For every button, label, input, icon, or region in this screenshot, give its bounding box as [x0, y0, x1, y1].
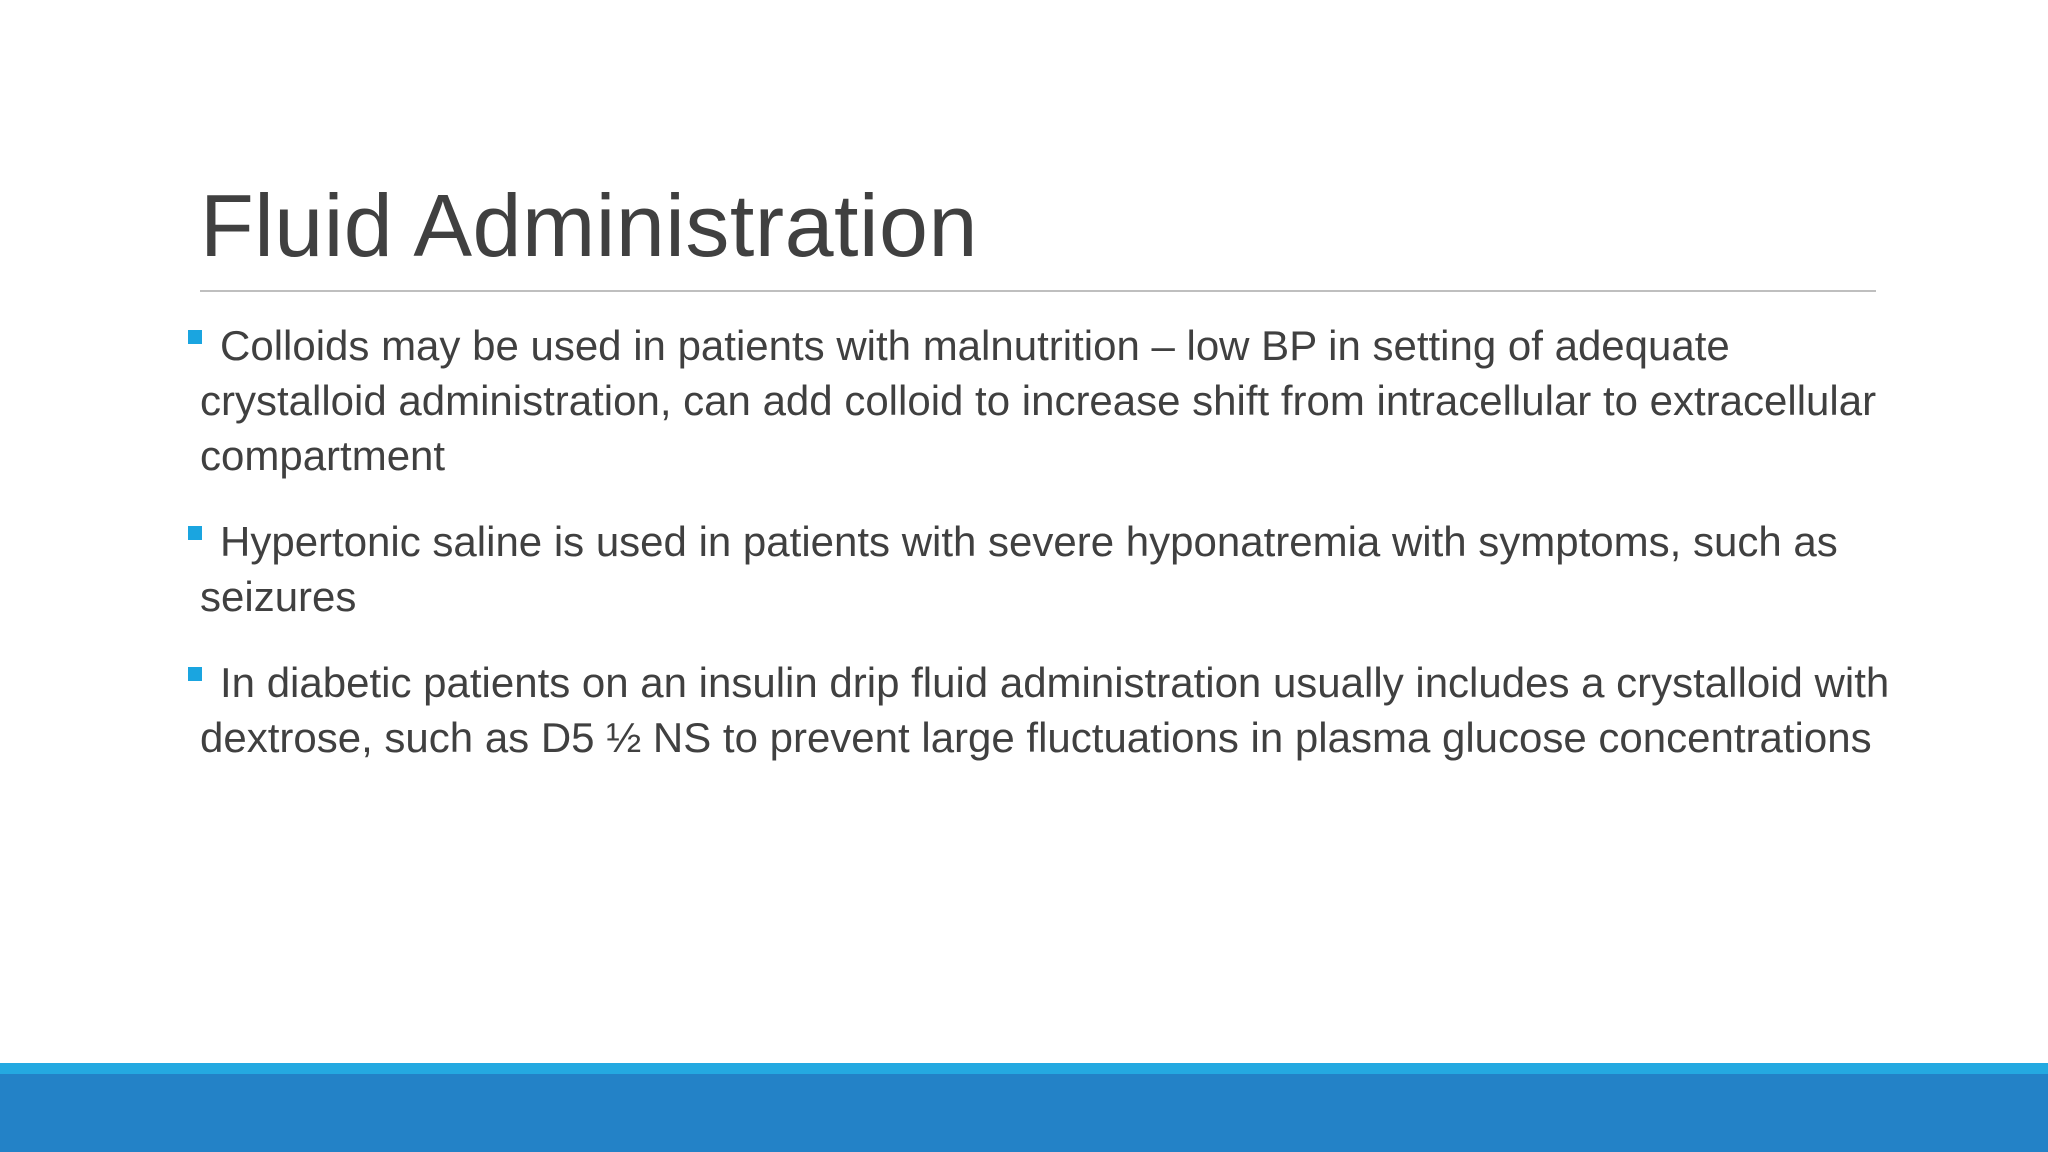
square-bullet-icon	[188, 330, 202, 344]
square-bullet-icon	[188, 526, 202, 540]
bullet-item	[200, 655, 1890, 765]
footer-band	[0, 1063, 2048, 1152]
title-divider	[200, 290, 1876, 292]
bullet-text: Hypertonic saline is used in patients with severe hyponatremia with symptoms, such as seizures	[200, 518, 1838, 620]
bullet-item	[200, 318, 1890, 483]
bullet-text: In diabetic patients on an insulin drip fluid administration usually includes a crystalloid with dextrose, such as D5 ½ NS to prevent large fluctuations in plasma glucose concentrations	[200, 659, 1890, 761]
slide-title: Fluid Administration	[200, 176, 978, 275]
bullet-list	[200, 318, 1890, 796]
footer-bar	[0, 1074, 2048, 1152]
bullet-text: Colloids may be used in patients with malnutrition – low BP in setting of adequate crystalloid administration, can add colloid to increase shift from intracellular to extracellular compartment	[200, 322, 1877, 479]
footer-accent-stripe	[0, 1063, 2048, 1074]
bullet-item	[200, 514, 1890, 624]
square-bullet-icon	[188, 667, 202, 681]
